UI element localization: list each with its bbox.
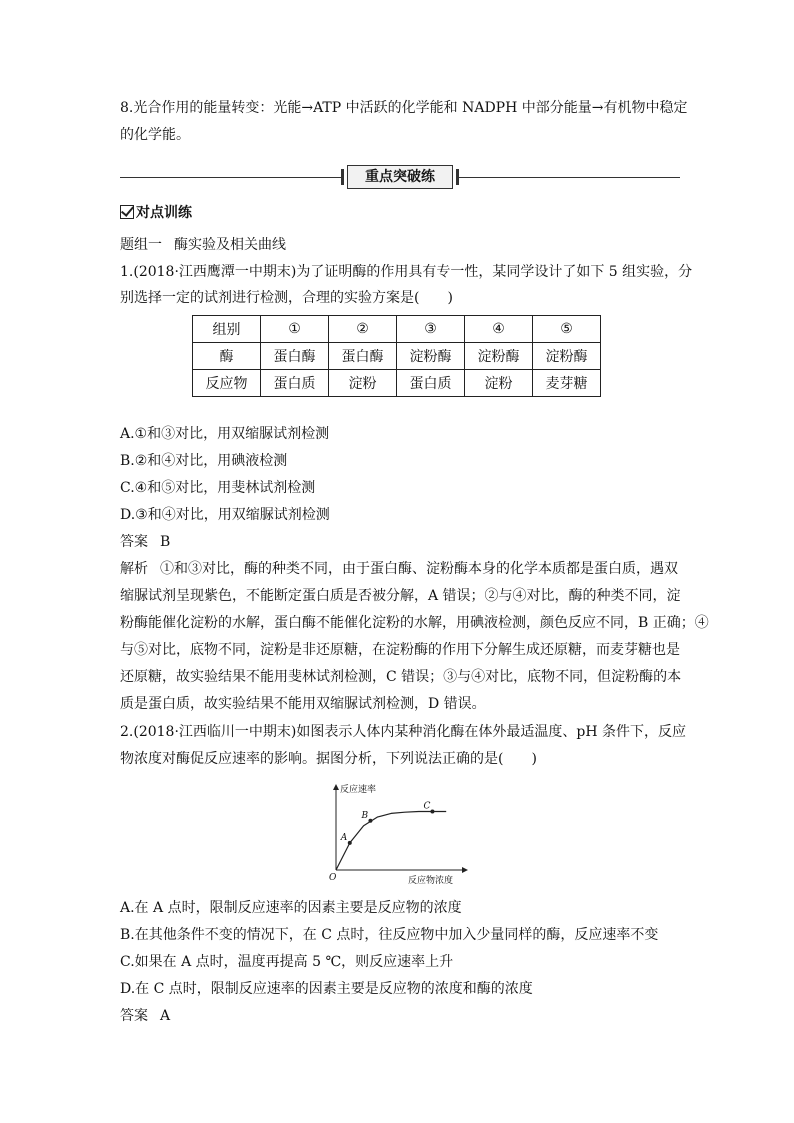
table-row xyxy=(193,316,601,343)
analysis-text: ①和③对比，酶的种类不同，由于蛋白酶、淀粉酶本身的化学本质都是蛋白质，遇双 xyxy=(160,561,678,577)
q1-option-a: A.①和③对比，用双缩脲试剂检测 xyxy=(120,426,330,442)
checkbox-icon xyxy=(120,205,134,219)
table-cell: ⑤ xyxy=(533,316,601,343)
q1-table xyxy=(192,315,601,397)
x-axis-label: 反应物浓度 xyxy=(408,876,454,886)
answer-value: B xyxy=(160,534,171,550)
q1-stem-line-2: 别选择一定的试剂进行检测，合理的实验方案是( ) xyxy=(120,290,453,306)
q2-answer-row xyxy=(120,1006,680,1026)
q1-analysis-line-6: 质是蛋白质，故实验结果不能用双缩脲试剂检测，D 错误。 xyxy=(120,696,486,712)
table-cell: 淀粉酶 xyxy=(465,343,533,370)
q2-option-d: D.在 C 点时，限制反应速率的因素主要是反应物的浓度和酶的浓度 xyxy=(120,981,533,997)
table-cell: ① xyxy=(261,316,329,343)
q2-option-c: C.如果在 A 点时，温度再提高 5 ℃，则反应速率上升 xyxy=(120,954,454,970)
q1-analysis-line-5: 还原糖，故实验结果不能用斐林试剂检测，C 错误；③与④对比，底物不同，但淀粉酶的本 xyxy=(120,669,682,685)
point-a xyxy=(348,841,352,845)
table-cell: 反应物 xyxy=(193,370,261,397)
section-rule-right xyxy=(458,177,680,178)
table-cell: 蛋白酶 xyxy=(261,343,329,370)
subsection-title-row xyxy=(120,203,680,223)
table-cell: ④ xyxy=(465,316,533,343)
table-cell: ③ xyxy=(397,316,465,343)
q1-analysis-line-3: 粉酶能催化淀粉的水解，蛋白酶不能催化淀粉的水解，用碘液检测，颜色反应不同，B 正确；④ xyxy=(120,615,709,631)
x-axis-arrow xyxy=(462,867,468,873)
table-cell: ② xyxy=(329,316,397,343)
q1-option-c: C.④和⑤对比，用斐林试剂检测 xyxy=(120,480,316,496)
q1-option-b: B.②和④对比，用碘液检测 xyxy=(120,453,288,469)
rate-curve xyxy=(336,812,446,871)
point-b xyxy=(368,819,372,823)
answer-value: A xyxy=(160,1008,171,1024)
table-cell: 淀粉 xyxy=(329,370,397,397)
q2-option-b: B.在其他条件不变的情况下，在 C 点时，往反应物中加入少量同样的酶，反应速率不变 xyxy=(120,927,659,943)
q1-answer-row xyxy=(120,532,680,552)
q1-analysis-line-1 xyxy=(120,559,680,579)
answer-label: 答案 xyxy=(120,534,148,550)
origin-label: O xyxy=(329,873,337,883)
group-heading xyxy=(120,235,680,255)
enzyme-rate-chart xyxy=(320,780,470,890)
analysis-label: 解析 xyxy=(120,561,148,577)
section-header xyxy=(120,165,680,191)
group-title: 酶实验及相关曲线 xyxy=(174,237,286,253)
point-c xyxy=(430,810,434,814)
y-axis-arrow xyxy=(333,784,339,790)
table-cell: 麦芽糖 xyxy=(533,370,601,397)
q2-stem-line-1: 2.(2018·江西临川一中期末)如图表示人体内某种消化酶在体外最适温度、pH 条件下，反应 xyxy=(120,724,686,740)
point-label-b: B xyxy=(361,810,369,821)
table-cell: 淀粉 xyxy=(465,370,533,397)
q1-analysis-line-4: 与⑤对比，底物不同，淀粉是非还原糖，在淀粉酶的作用下分解生成还原糖，而麦芽糖也是 xyxy=(120,642,680,658)
section-title: 重点突破练 xyxy=(347,165,453,189)
subsection-title: 对点训练 xyxy=(136,205,192,221)
table-cell: 组别 xyxy=(193,316,261,343)
table-cell: 蛋白质 xyxy=(261,370,329,397)
table-cell: 淀粉酶 xyxy=(533,343,601,370)
table-cell: 蛋白酶 xyxy=(329,343,397,370)
table-row xyxy=(193,343,601,370)
intro-line-1: 8.光合作用的能量转变：光能→ATP 中活跃的化学能和 NADPH 中部分能量→有机物中稳定 xyxy=(120,100,688,116)
answer-label: 答案 xyxy=(120,1008,148,1024)
q2-option-a: A.在 A 点时，限制反应速率的因素主要是反应物的浓度 xyxy=(120,900,462,916)
q1-option-d: D.③和④对比，用双缩脲试剂检测 xyxy=(120,507,330,523)
table-cell: 酶 xyxy=(193,343,261,370)
y-axis-label: 反应速率 xyxy=(340,785,377,795)
q2-stem-line-2: 物浓度对酶促反应速率的影响。据图分析，下列说法正确的是( ) xyxy=(120,751,537,767)
table-cell: 蛋白质 xyxy=(397,370,465,397)
table-row xyxy=(193,370,601,397)
q1-analysis-line-2: 缩脲试剂呈现紫色，不能断定蛋白质是否被分解，A 错误；②与④对比，酶的种类不同，淀 xyxy=(120,588,681,604)
section-rule-left xyxy=(120,177,342,178)
table-cell: 淀粉酶 xyxy=(397,343,465,370)
group-label: 题组一 xyxy=(120,237,162,253)
intro-line-2: 的化学能。 xyxy=(120,127,190,143)
point-label-c: C xyxy=(423,801,431,812)
point-label-a: A xyxy=(340,832,348,843)
q1-stem-line-1: 1.(2018·江西鹰潭一中期末)为了证明酶的作用具有专一性，某同学设计了如下 5 组实验，分 xyxy=(120,264,693,280)
